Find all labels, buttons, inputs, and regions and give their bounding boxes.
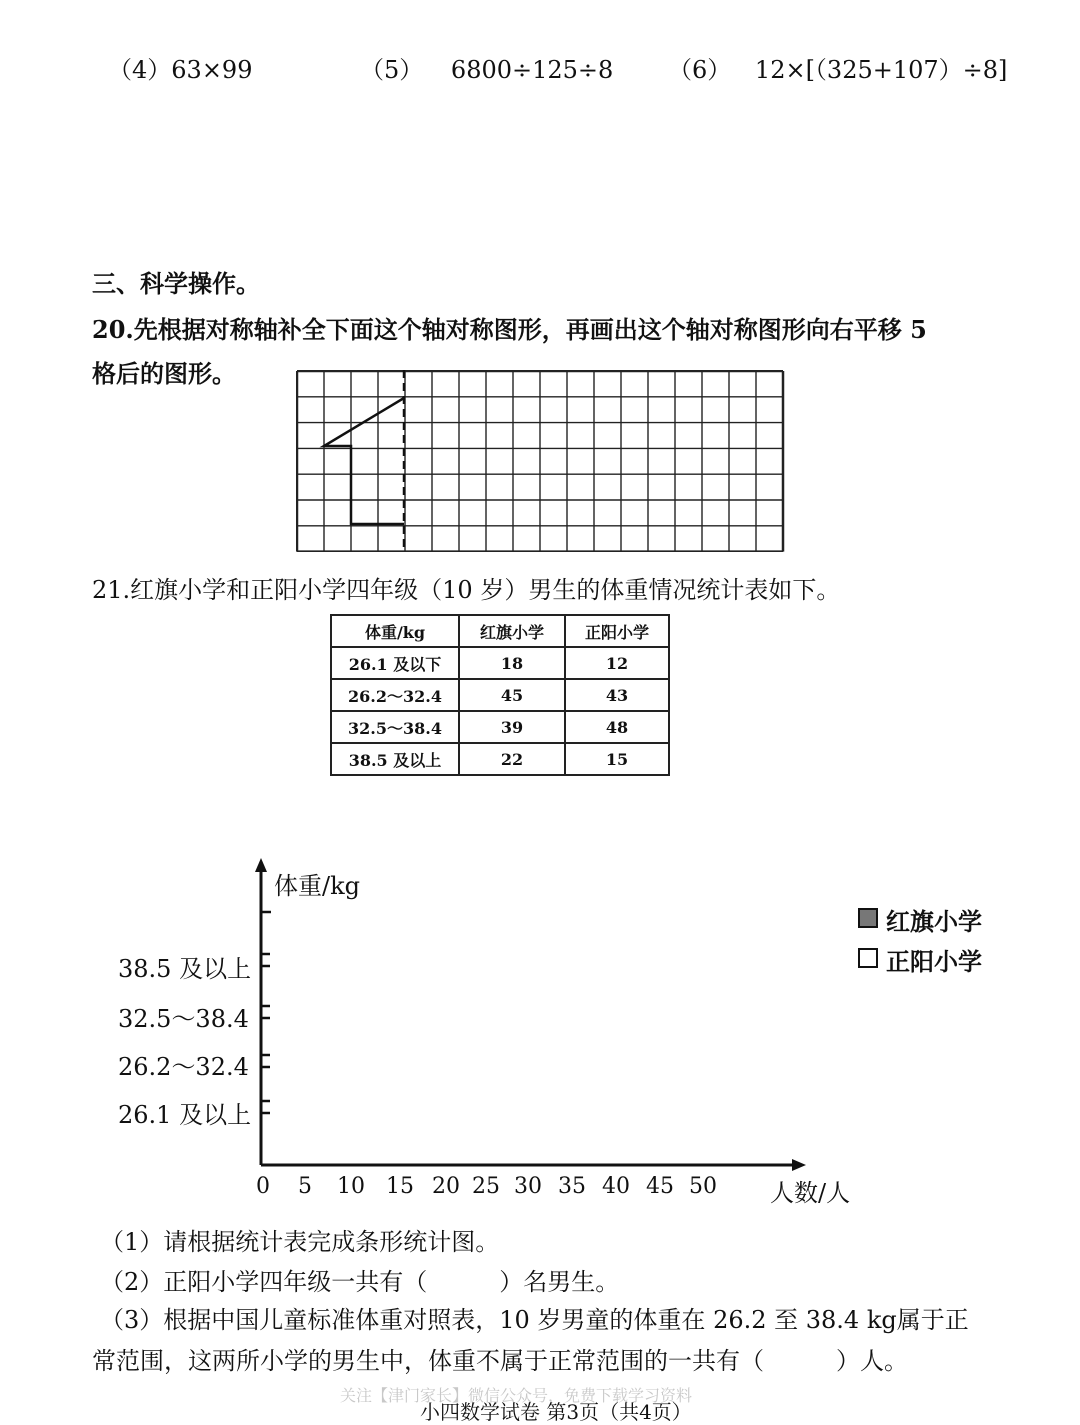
question-21: 21.红旗小学和正阳小学四年级（10 岁）男生的体重情况统计表如下。 [92, 576, 841, 604]
x-tick-label: 30 [514, 1174, 542, 1199]
y-category-label: 26.2～32.4 [118, 1053, 249, 1081]
table-cell: 39 [459, 711, 565, 743]
weight-table [330, 614, 670, 776]
table-header: 红旗小学 [459, 615, 565, 647]
table-cell: 18 [459, 647, 565, 679]
subquestion-3-line2: 常范围，这两所小学的男生中，体重不属于正常范围的一共有（ ）人。 [92, 1347, 908, 1375]
subquestion-2: （2）正阳小学四年级一共有（ ）名男生。 [100, 1268, 620, 1296]
legend-swatch-hongqi [858, 908, 878, 928]
calc-expression: 6800÷125÷8 [450, 56, 614, 84]
x-tick-label: 0 [256, 1174, 270, 1199]
table-header: 正阳小学 [565, 615, 669, 647]
y-category-label: 38.5 及以上 [118, 955, 252, 983]
calc-number: （6） [668, 56, 732, 84]
x-tick-label: 15 [386, 1174, 414, 1199]
y-axis-arrow [255, 858, 267, 872]
table-row [331, 743, 669, 775]
x-tick-label: 40 [602, 1174, 630, 1199]
table-header-row [331, 615, 669, 647]
section-title: 三、科学操作。 [92, 270, 260, 298]
table-cell: 43 [565, 679, 669, 711]
calc-expression: 63×99 [171, 56, 253, 84]
symmetry-grid[interactable] [296, 370, 788, 552]
question-20-line2: 格后的图形。 [92, 359, 236, 388]
table-cell: 45 [459, 679, 565, 711]
table-cell: 38.5 及以上 [331, 743, 459, 775]
calc-4 [108, 50, 252, 85]
subquestion-3-line1: （3）根据中国儿童标准体重对照表，10 岁男童的体重在 26.2 至 38.4 kg属于正 [100, 1306, 969, 1334]
legend-label-hongqi: 红旗小学 [886, 908, 982, 936]
legend-swatch-zhengyang [858, 948, 878, 968]
y-category-label: 32.5～38.4 [118, 1005, 249, 1033]
table-cell: 26.1 及以下 [331, 647, 459, 679]
calc-number: （5） [360, 56, 424, 84]
half-figure [324, 398, 404, 524]
x-tick-label: 50 [689, 1174, 717, 1199]
x-tick-label: 20 [432, 1174, 460, 1199]
table-cell: 26.2～32.4 [331, 679, 459, 711]
x-tick-label: 35 [558, 1174, 586, 1199]
calc-5 [360, 50, 613, 85]
legend-label-zhengyang: 正阳小学 [886, 948, 982, 976]
x-tick-label: 45 [646, 1174, 674, 1199]
table-row [331, 711, 669, 743]
table-cell: 48 [565, 711, 669, 743]
subquestion-1: （1）请根据统计表完成条形统计图。 [100, 1228, 500, 1256]
watermark: 关注【津门家长】微信公众号，免费下载学习资料 [340, 1386, 693, 1405]
x-tick-label: 5 [298, 1174, 312, 1199]
y-category-label: 26.1 及以上 [118, 1101, 252, 1129]
y-axis-label: 体重/kg [274, 872, 360, 900]
table-row [331, 647, 669, 679]
x-tick-label: 10 [337, 1174, 365, 1199]
question-20-line1: 20.先根据对称轴补全下面这个轴对称图形，再画出这个轴对称图形向右平移 5 [92, 315, 927, 344]
calc-number: （4） [108, 56, 172, 84]
x-axis-arrow [792, 1159, 806, 1171]
table-row [331, 679, 669, 711]
calc-6 [668, 50, 1007, 85]
table-cell: 22 [459, 743, 565, 775]
table-header: 体重/kg [331, 615, 459, 647]
calc-expression: 12×[（325+107）÷8] [754, 56, 1008, 84]
page-number: 小四数学试卷 第3页（共4页） [420, 1400, 692, 1424]
x-axis-label: 人数/人 [770, 1179, 851, 1207]
table-cell: 12 [565, 647, 669, 679]
table-cell: 15 [565, 743, 669, 775]
x-tick-label: 25 [472, 1174, 500, 1199]
table-cell: 32.5～38.4 [331, 711, 459, 743]
